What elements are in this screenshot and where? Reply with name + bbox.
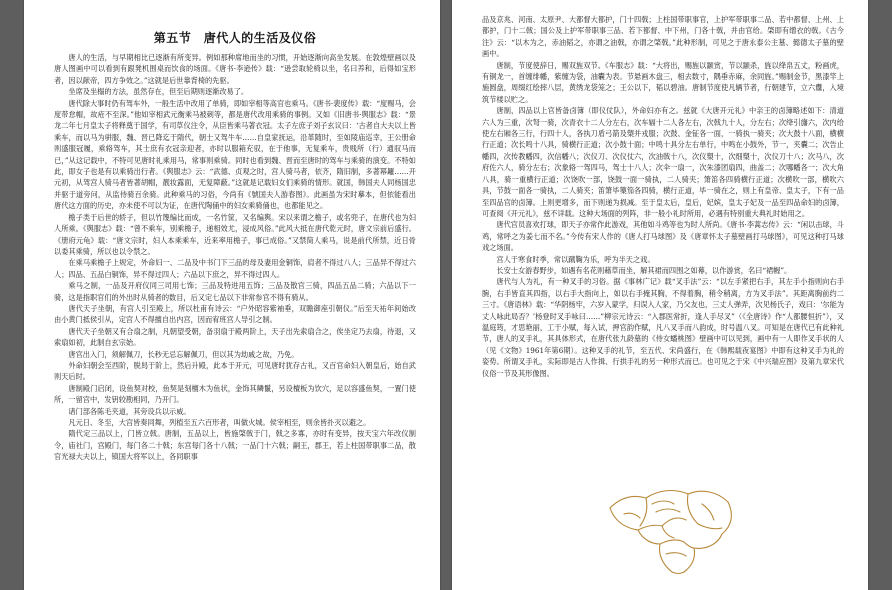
paragraph: 唐制，节度使辞日，赐双旌双节。《车服志》载：“大将出，赐旌以颛赏，节以颛杀，旌以绛帛五丈，粉画虎，有铜龙一，首缠绯幡，紫缠为袋，油囊为表。节悬画木盘三，相去数寸，隅垂赤麻，余同旌。”赐制金节，黑漆竿上施圆盘，周缀红绘摔八层，黄绣龙袋笼之；王公以下，韬以碧油。唐制节度使凡辆节者，行朝建节，立六纛，入境筑节楼以贮之。 xyxy=(482,60,844,104)
right-page-content xyxy=(482,14,844,379)
paragraph: 唐制，四品以上官皆备卤簿（即仪仗队），外命妇亦有之。兹就《大唐开元礼》中亲王的卤簿略述如下：清道六人为三重，次弩一骑，次青衣十二人分左右，次车辐十二人各左右，次戟九十人，分左右；次绛引旛六，次内给使左右厢各三行，行四十人，各执刀盾弓箭及槊并戎服；次鼓、金钲各一面，一骑执一骑夹；次大鼓十八面，横横行正道；次长鸣十八具，骑横行正道；次小鼓十面；中鸣十具分左右单行，中鸣在小鼓外，节一，夹囊二；次告止幡四，次传教幡四，次信幡八；次仪刀、次仪仗六，次油戟十八，次仪槊十，次细槊十，次仪刀十八；次马八，次府佐六人，骑分左右；次象辂一驾四马，驾士十八人；次伞一扇一，次朱漆团扇四，曲盖二；次哪幡各一；次大角八具，骑一重横行正道；次饶吹一部，饶鼓一面一骑执，二人骑夹；箫笛各四骑横行正道；次横吹一部，横吹六具，节鼓一面各一骑执，二人骑夹；笛箫毕篥笳各四骑，横行正道，毕一骑在之，则上有皇帝、皇太子，下有一品至四品官的卤簿。上则更增多，而下则递为损减。至于皇太后，皇后，妃嫔，皇太子妃及一品至四品命妇的卤簿，可查阅《开元礼》，兹不详载。这种大场面的列阵，非一般小礼时所用，必遇有特别重大典礼时始用之。 xyxy=(482,106,844,218)
left-page-content xyxy=(54,30,416,463)
hands-clasped-illustration xyxy=(602,468,742,580)
paragraph: 宫人于寒食时季，常以蹴鞠为乐，呼为半天之戏。 xyxy=(496,254,655,264)
paragraph: 坐席及坐榻的方法，虽然存在，但至后期则逐渐改易了。 xyxy=(68,87,249,97)
paragraph: 乘马之制，一品及开府仪同三司用七饰；三品及特进用五饰；三品及散官三骑，四品五品二骑；六品以下一骑，这是指职官们的外出时从骑者的数目，后又定七品以下非常参官不得有骑从。 xyxy=(54,281,416,302)
paragraph: 唐代与人为礼，有一种叉手的习俗。据《事林广记》载“叉手法”云：“以左手紧把右手，其左手小指则向右手腕，右手皆直其四指，以右手大指向上，如以右手掩其胸，不得着胸，稍令稍离，方为叉手法”。其距离胸前约二三寸。《唐语林》载：“华阴杨牢，六岁入蒙学，归误入人家，乃父友也，三丈人弹弄，次见杨氏子，戏曰：‘尔能为丈人咏此局否？’杨登时叉手咏曰……”柳宗元诗云：“入郡医常折，逢人手尽叉”（《全唐诗》作“人都腰恒折”），又温庭筠，才思艳丽，工于小赋，每入试，押官韵作赋，凡八叉手而八韵成，时号温八叉。可知是在唐代已有此种礼节，唐人的叉手礼，其具体形式，在唐代张九龄墓的《侍女蟠桃图》壁画中可以见到，画中有一人即作叉手状的人（见《文物》1961年第6期）。这种叉手的礼节，至五代、宋尚盛行，在《韩熙载夜宴图》中即有这种叉手为礼的姿势。所谓叉手礼，实际即是古人作揖、行拱手礼的另一种形式而已。也可见之于宋《中兴瑞应图》及第九章宋代仪俗一节及其形像图。 xyxy=(482,277,844,378)
paragraph: 唐代天子坐朝又有合扇之制，凡朝望受朝，备羽扇于殿两阶上，天子出先索扇合之，俟坐定乃去扇，待退，又索扇如初，此制自玄宗始。 xyxy=(54,326,416,348)
paragraph: 唐代官员喜欢打球，即天子亦常作此游戏，其他如斗鸡等也为时人所尚。《唐书·李蒿志传》云：“闲以击球，斗鸡，常呼之为姜七而不名。”今传有宋人作的《唐人打马球图》及《唐章怀太子墓壁画打马球图》，可见这种打马球戏之场面。 xyxy=(482,220,844,253)
paragraph: 诸门部各陈毛夹道，其旁设兵以示威。 xyxy=(68,406,191,416)
paragraph: 唐代除大事时仍有驾车外，一般生活中改用了单骑，即如宰相等高官也乘马。《唐书·裴度传》载：“度赐马，会度带怠帽，故疮不至深。”他如宰相武元衡乘马被刺等，都是唐代改用乘骑的事例。又如《旧唐书·舆服志》载：“景龙二年七月皇太子将释奠于国学，有司草仪注令，从臣皆乘马著衣冠。太子左庶子刘子玄议曰：‘古者自大夫以上皆乘车，而以马为骈服，魏、晋已降迄于隋代，朝士又驾牛车……自皇家抚运，沿革随时，至如陵庙巡幸，王公册命则盛服冠履，乘辂驾车，其士庶有衣冠亲迎者，亦时以服箱充驭，在于他事，无复乘车，贵贱所（行）通驭马而已，”从这记载中，不特可见唐时礼乘用马，常事则乘骑。同时也看到魏、晋而至唐时的驾车与乘骑的演变。不特如此，即女子也是有以乘骑出行者。《舆服志》云：“武德、贞观之时，宫人骑马者，依齐，隋旧制，多著幂䍦……开元初，从驾宫人骑马者皆著胡帽，靓妆露面，无复障蔽。”这就是记载妇女们乘骑的情形。就国，韩国夫人同杨国忠并驱于道旁问，从监侍骑百余骑。此种乘马的习俗，今尚有《號国夫人游春图》。此画虽为宋时摹本，但依能看出唐代这方面的历史，亦未使不可以为证，在唐代陶俑中的妇女乘骑俑也，也都能见之。 xyxy=(54,98,416,211)
paragraph: 品及京兆、河南、太原尹、大都督大都护，门十四戟；上柱国带职事官，上护军带职事二品、若中都督、上州、上都护，门十二戟；国公及上护军带职事三品、若下都督、中下州，门各十戟，并由官给。棨即有缯衣的戟。《古今注》云：“以木为之，赤油韬之，亦谓之油戟，亦谓之棨戟。”此种形制，可见之于唐永泰公主墓、懿德太子墓的壁画中。 xyxy=(482,15,844,59)
left-page xyxy=(24,0,440,590)
paragraph: 隋代定三品以上，门皆立戟。唐制，五品以上，皆施棨戟于门，戟之多寡，亦时有变异，按天宝六年改仪制令，庙社门，宫殿门，每门各二十戟；东宫每门各十八戟；一品门十六戟；嗣王，郡王，若上柱国带职事二品，散官光禄大夫以上，镇国大将军以上，各同职事 xyxy=(54,429,416,462)
paragraph: 唐制殿门启闭，设鱼契对校，鱼契是刻檀木为鱼状，金饰其鳞鬣，另设檀板为饮穴，足以容盛鱼契，一置门使所，一留宫中，发钥较勘相同，乃开门。 xyxy=(54,383,416,405)
paragraph: 外命妇朝会至西阶，脱舄于阶上，然后升殿，此本于开元，可见唐时犹存古礼，又百官命妇入朝皇后，始自武则天后时。 xyxy=(54,360,416,382)
paragraph: 唐代天子坐朝，有宫人引至殿上，所以杜甫有诗云：“户外昭容紫袖垂，双瞻御座引朝仪。”后至天祐年间始改由小黄门抵侯引从，定宫人不得擅自出内宫，因而宥班宫人导引之制。 xyxy=(54,303,416,325)
paragraph: 在乘马乘檐子上规定，外命妇一、二品及中书门下三品的母及妻用金铜饰，肩者不得过八人；三品异不得过六人；四品、五品白铜饰，异不得过四人；六品以下庶之，异不得过四人。 xyxy=(54,258,416,279)
section-title: 第五节 唐代人的生活及仪俗 xyxy=(153,31,317,45)
paragraph: 凡元日、冬至，大宫皆奏同舞，列植至五六百形者，叫做火城。侯宰相至，则余皆扑灭以避之。 xyxy=(68,418,371,427)
paragraph: 檐子类于后世的轿子，但以竹篾编比而成，一名竹筐，又名编舆。宋以来谓之檐子，或名兜子，在唐代也为妇人所乘。《舆服志》载：“曾不乘车，别乘檐子，递相效尤，浸成风俗。”此风大抵在唐代乾元时，唐文宗前后盛行。《册府元龟》载：“唐文宗时，妇人本乘乘车，近来率用檐子，事已成俗。”又禁简人乘马，说是前代所禁，近日骨以委其乘骑，所以也以令禁之。 xyxy=(54,212,416,256)
paragraph: 长安士女游春野步，如遇有名花则藉草而坐，解其裙而四围之如幕，以作游赏，名曰“裙幄”。 xyxy=(496,265,792,275)
paragraph: 唐官出入门，须解佩刀，长秒无忌忘解佩刀，但以其为劫戚之故，乃免。 xyxy=(68,349,299,359)
right-page xyxy=(452,0,868,590)
paragraph: 唐人的生活，与早期相比已逐渐有所变异。例如那种席地而坐的习惯，开始逐渐向高坐发展。在敦煌壁画以及唐人图画中可以看到有跟凳机围桌而饮食的场面。《唐书·李逊传》载：“逊尝取轮椅以坐，名曰养和，后得如宝形者，因以献帝，四方争效之。”这就是后世靠背椅的先驱。 xyxy=(54,53,416,85)
